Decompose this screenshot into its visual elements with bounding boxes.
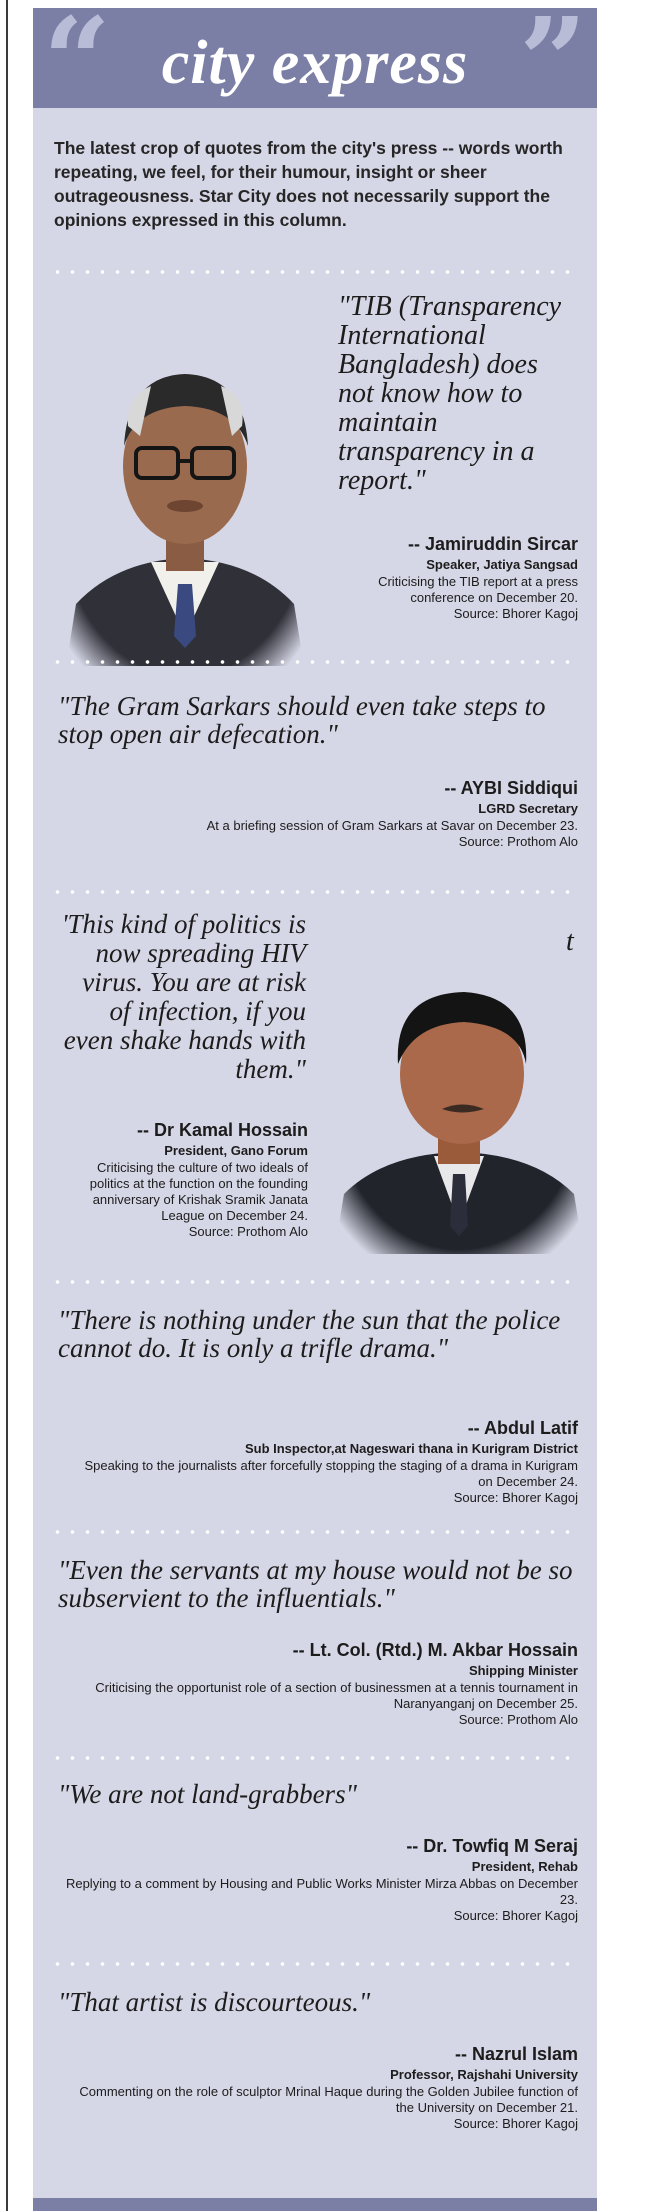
- open-quote-icon: “: [43, 0, 111, 130]
- speaker-name: -- AYBI Siddiqui: [444, 778, 578, 798]
- quote-text: "That artist is discourteous.": [58, 1987, 371, 2017]
- attribution-block: [60, 1834, 578, 1924]
- left-column-rule: [6, 0, 8, 2211]
- quote-source: Source: Bhorer Kagoj: [453, 1908, 578, 1923]
- quote-text: 'This kind of politics is now spreading HIV virus. You are at risk of infection, if you even shake hands with them.": [61, 909, 306, 1084]
- quote-text: "There is nothing under the sun that the police cannot do. It is only a trifle drama.": [58, 1305, 561, 1363]
- quote-text: "TIB (Transparency International Bangladesh) does not know how to maintain transparency in a report.": [338, 291, 562, 496]
- photo-jamiruddin-sircar: [56, 336, 314, 666]
- quote-text: "Even the servants at my house would not be so subservient to the influentials.": [58, 1555, 573, 1613]
- quote-source: Source: Prothom Alo: [458, 1712, 578, 1727]
- quote-context: Speaking to the journalists after forcefully stopping the staging of a drama in Kurigram on December 24.: [84, 1458, 578, 1489]
- bottom-bar: [33, 2198, 597, 2211]
- quote-context: Replying to a comment by Housing and Public Works Minister Mirza Abbas on December 23.: [65, 1876, 578, 1907]
- speaker-role: Sub Inspector,at Nageswari thana in Kurigram District: [244, 1441, 578, 1456]
- quote-source: Source: Prothom Alo: [188, 1224, 308, 1239]
- speaker-role: Speaker, Jatiya Sangsad: [426, 557, 578, 572]
- quote-context: Criticising the TIB report at a press conference on December 20.: [378, 574, 578, 605]
- speaker-name: -- Abdul Latif: [467, 1418, 578, 1438]
- attribution-block: [60, 1118, 308, 1240]
- speaker-role: Professor, Rajshahi University: [390, 2067, 578, 2082]
- speaker-role: LGRD Secretary: [478, 801, 578, 816]
- attribution-block: [150, 776, 578, 850]
- attribution-block: [330, 532, 578, 622]
- quote-source: Source: Bhorer Kagoj: [453, 606, 578, 621]
- speaker-role: President, Gano Forum: [164, 1143, 308, 1158]
- dotted-divider: [50, 1756, 580, 1760]
- quote-source: Source: Bhorer Kagoj: [453, 1490, 578, 1505]
- dotted-divider: [50, 660, 580, 664]
- quote-source: Source: Bhorer Kagoj: [453, 2116, 578, 2131]
- speaker-name: -- Dr Kamal Hossain: [136, 1120, 308, 1140]
- speaker-role: President, Rehab: [471, 1859, 578, 1874]
- attribution-block: [70, 2042, 578, 2132]
- dotted-divider: [50, 1280, 580, 1284]
- masthead-title: city express: [161, 29, 469, 97]
- close-quote-icon: ”: [519, 0, 587, 130]
- intro-text: The latest crop of quotes from the city's press -- words worth repeating, we feel, for their humour, insight or sheer outrageousness. Star City does not necessarily support the opinions expressed in this column.: [54, 138, 563, 230]
- stray-letter: t: [566, 926, 574, 957]
- quote-text: "We are not land-grabbers": [58, 1779, 357, 1809]
- quote-context: At a briefing session of Gram Sarkars at Savar on December 23.: [206, 818, 578, 833]
- dotted-divider: [50, 1530, 580, 1534]
- photo-kamal-hossain: [334, 964, 584, 1254]
- quote-context: Criticising the opportunist role of a section of businessmen at a tennis tournament in Naranyanganj on December 25.: [95, 1680, 578, 1711]
- masthead: [33, 0, 597, 130]
- speaker-name: -- Dr. Towfiq M Seraj: [406, 1836, 578, 1856]
- attribution-block: [66, 1638, 578, 1728]
- speaker-role: Shipping Minister: [468, 1663, 578, 1678]
- quote-context: Criticising the culture of two ideals of politics at the function on the founding anniversary of Krishak Sramik Janata League on December 24.: [89, 1160, 308, 1223]
- quote-text: "The Gram Sarkars should even take steps to stop open air defecation.": [58, 691, 546, 749]
- dotted-divider: [50, 270, 580, 274]
- quote-source: Source: Prothom Alo: [458, 834, 578, 849]
- dotted-divider: [50, 1962, 580, 1966]
- speaker-name: -- Nazrul Islam: [454, 2044, 578, 2064]
- speaker-name: -- Lt. Col. (Rtd.) M. Akbar Hossain: [292, 1640, 578, 1660]
- dotted-divider: [50, 890, 580, 894]
- quote-context: Commenting on the role of sculptor Mrinal Haque during the Golden Jubilee function of the University on December 21.: [79, 2084, 578, 2115]
- speaker-name: -- Jamiruddin Sircar: [407, 534, 578, 554]
- attribution-block: [70, 1416, 578, 1506]
